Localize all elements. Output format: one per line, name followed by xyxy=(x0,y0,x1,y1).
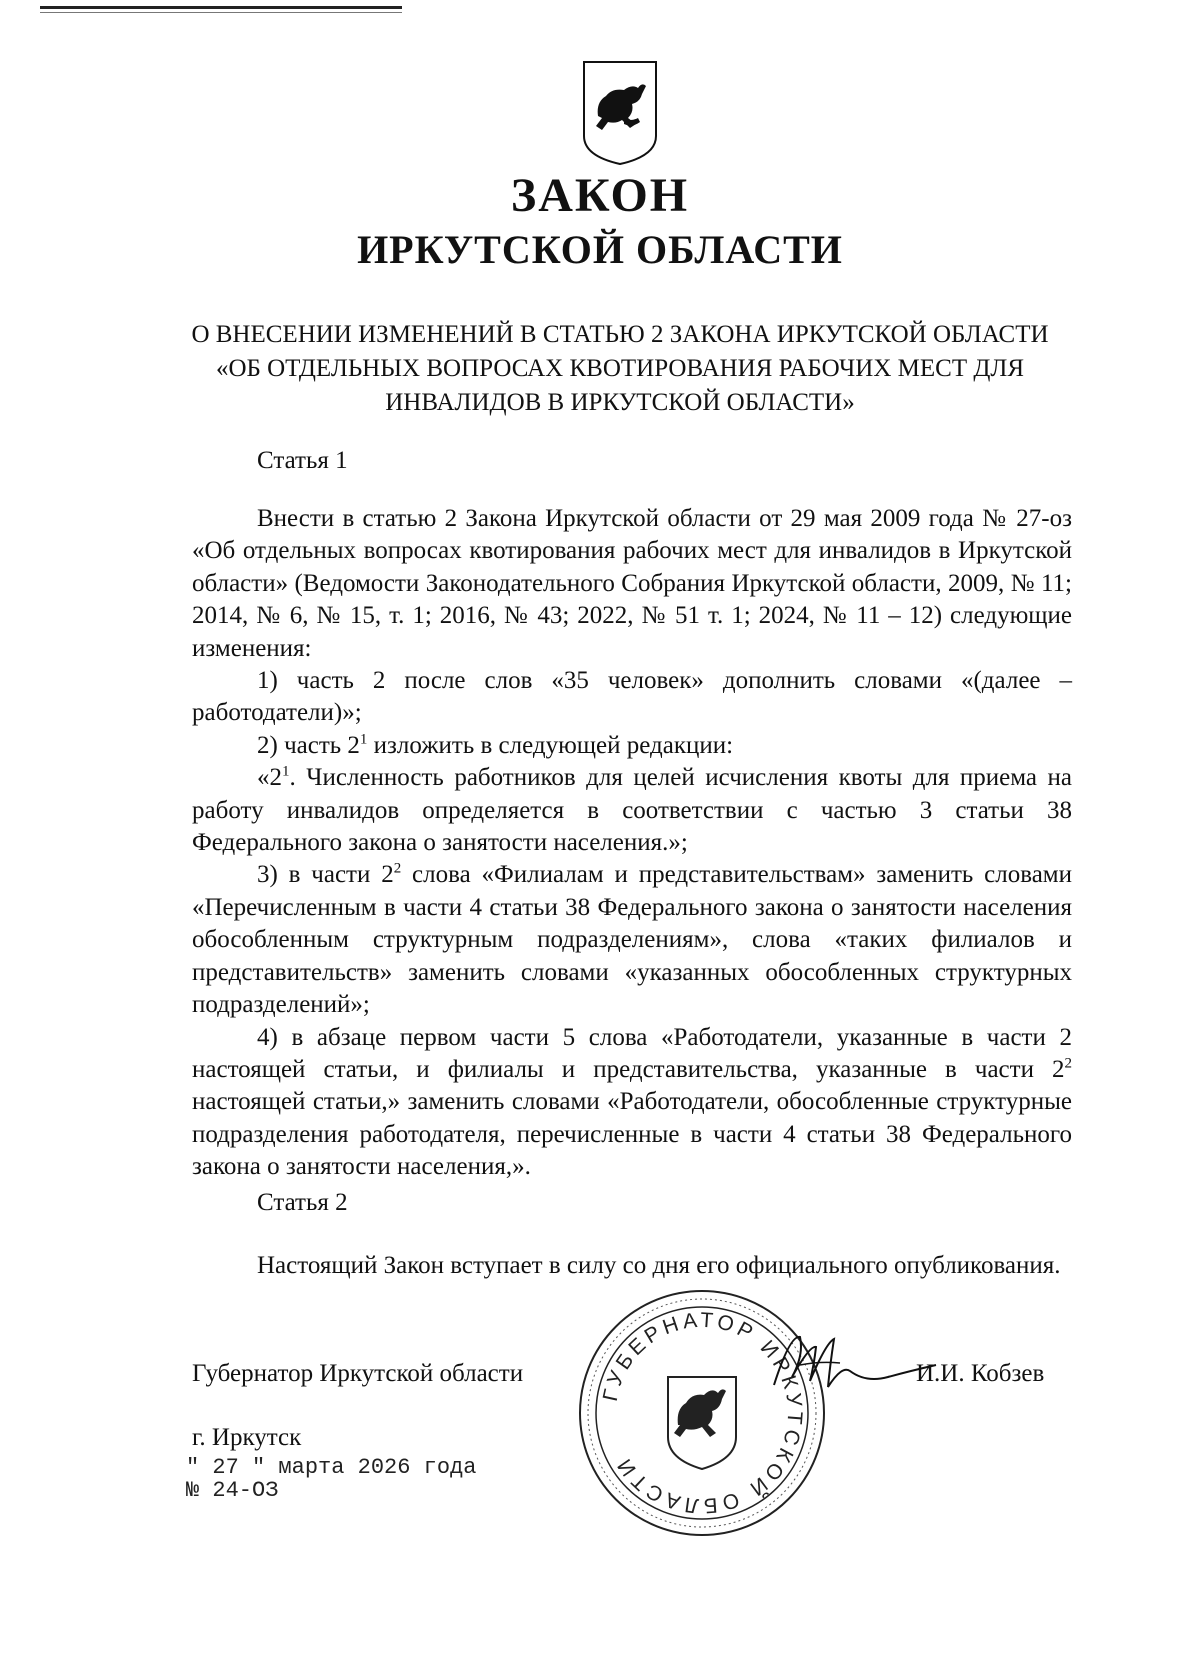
article-1-item-2: 2) часть $2^1$ изложить в следующей редакции: xyxy=(257,731,734,759)
governor-name: И.И. Кобзев xyxy=(916,1360,1045,1387)
article-1-item-3: 3) в части $2^2$ слова «Филиалам и представительствам» заменить словами «Перечисленным в части 4 статьи 38 Федерального закона о занятости населения обособленным структурным подразделениям», слова «таких филиалов и представительств» заменить словами «указанных обособленных структурных подразделений»; xyxy=(192,861,1073,1019)
article-1-item-2-quote: «$2^1$. Численность работников для целей исчисления квоты для приема на работу инвалидов определяется в соответствии с частью 3 статьи 38 Федерального закона о занятости населения.»; xyxy=(192,763,1072,857)
coat-of-arms-emblem xyxy=(580,58,660,168)
region-title: ИРКУТСКОЙ ОБЛАСТИ xyxy=(357,227,843,272)
signing-date: " 27 " марта 2026 года xyxy=(186,1455,477,1480)
top-rule xyxy=(40,6,402,9)
law-number: № 24-ОЗ xyxy=(186,1478,279,1503)
law-title: ЗАКОН xyxy=(510,169,690,222)
governor-position: Губернатор Иркутской области xyxy=(192,1360,524,1387)
article-1-item-1: 1) часть 2 после слов «35 человек» дополнить словами «(далее – работодатели)»; xyxy=(192,667,1072,727)
article-2-text: Настоящий Закон вступает в силу со дня его официального опубликования. xyxy=(257,1252,1061,1279)
article-1-item-4: 4) в абзаце первом части 5 слова «Работодатели, указанные в части 2 настоящей статьи, и филиалы и представительства, указанные в части $2^2$ настоящей статьи,» заменить словами «Работодатели, обособленные структурные подразделения работодателя, перечисленные в части 4 статьи 38 Федерального закона о занятости населения,». xyxy=(192,1023,1072,1181)
article-2-body xyxy=(192,1250,1072,1282)
law-subject: О ВНЕСЕНИИ ИЗМЕНЕНИЙ В СТАТЬЮ 2 ЗАКОНА ИРКУТСКОЙ ОБЛАСТИ «ОБ ОТДЕЛЬНЫХ ВОПРОСАХ КВОТИРОВАНИЯ РАБОЧИХ МЕСТ ДЛЯ ИНВАЛИДОВ В ИРКУТСКОЙ ОБЛАСТИ» xyxy=(191,321,1049,416)
article-1-intro: Внести в статью 2 Закона Иркутской области от 29 мая 2009 года № 27-оз «Об отдельных вопросах квотирования рабочих мест для инвалидов в Иркутской области» (Ведомости Законодательного Собрания Иркутской области, 2009, № 11; 2014, № 6, № 15, т. 1; 2016, № 43; 2022, № 51 т. 1; 2024, № 11 – 12) следующие изменения: xyxy=(192,505,1072,662)
handwritten-signature xyxy=(770,1325,940,1405)
signing-city: г. Иркутск xyxy=(192,1424,302,1451)
top-rule-thin xyxy=(40,12,402,13)
article-2-heading: Статья 2 xyxy=(257,1189,348,1216)
seal-ring-text: ГУБЕРНАТОР ИРКУТСКОЙ ОБЛАСТИ xyxy=(598,1308,807,1518)
article-1-heading: Статья 1 xyxy=(257,447,348,474)
article-1-body xyxy=(192,503,1072,1184)
